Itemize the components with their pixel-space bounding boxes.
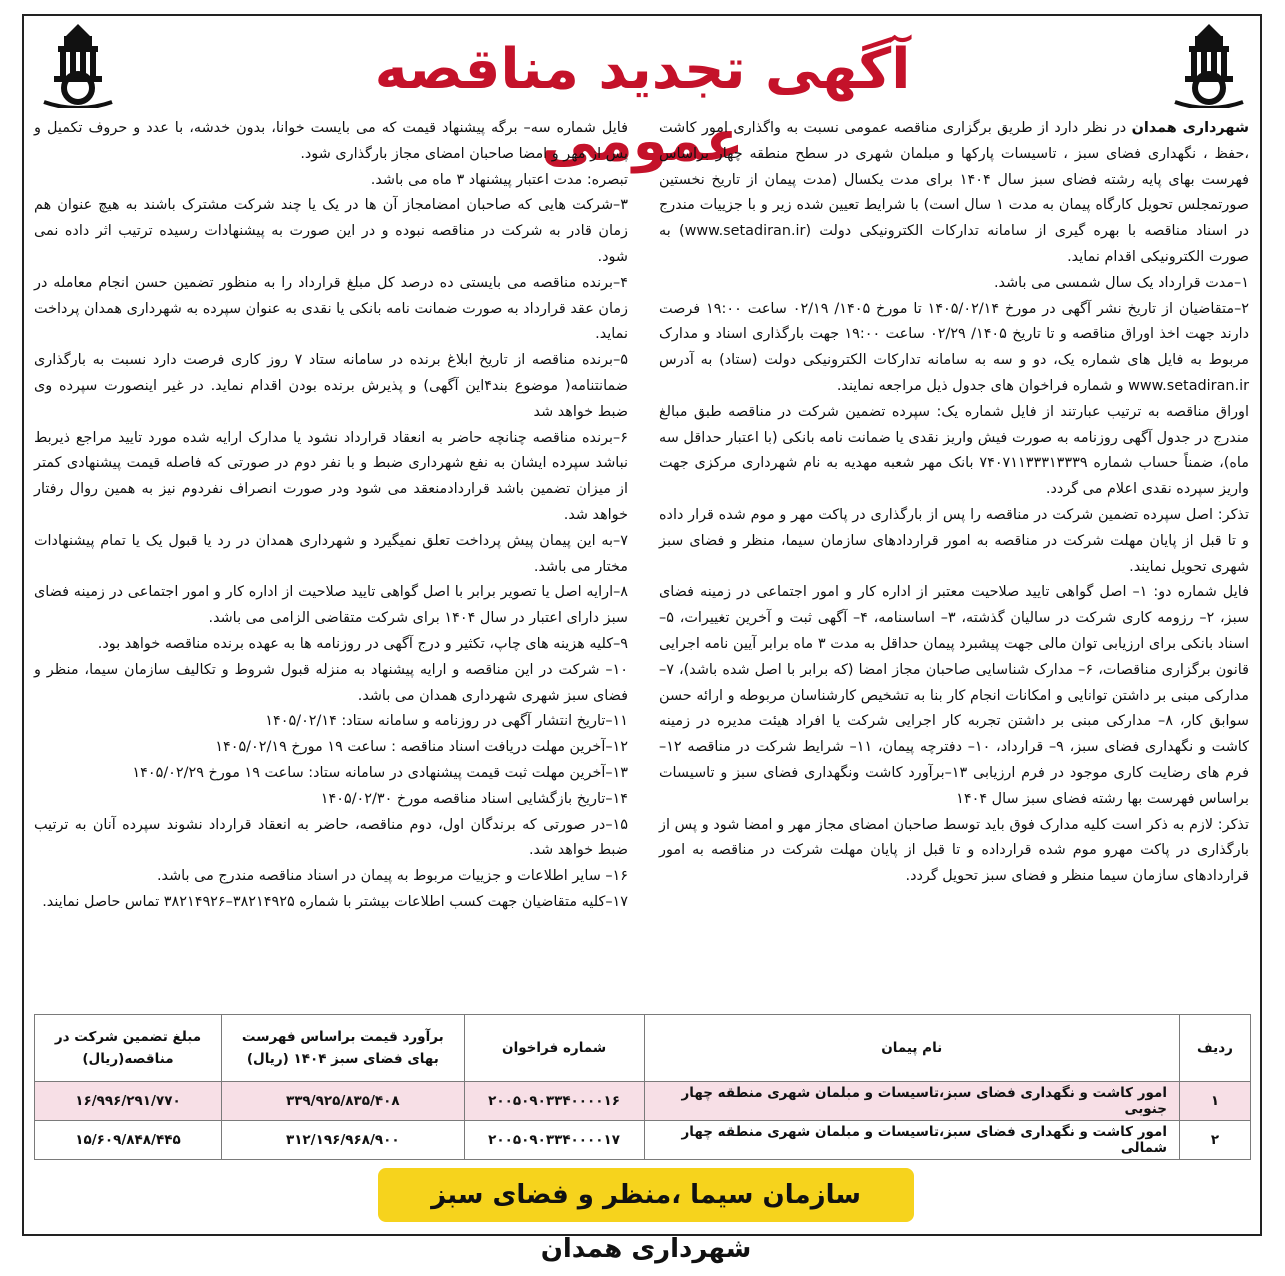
- row-number: ۱: [1179, 1082, 1250, 1121]
- paragraph: ۸–ارایه اصل یا تصویر برابر با اصل گواهی تایید صلاحیت از اداره کار و امور اجتماعی در زمینه فضای سبز دارای اعتبار در سال ۱۴۰۴ برای شرکت متقاضی الزامی می باشد.: [34, 584, 628, 627]
- paragraph: ۱۶– سایر اطلاعات و جزییات مربوط به پیمان در اسناد مناقصه مندرج می باشد.: [156, 868, 628, 885]
- paragraph: ۶–برنده مناقصه چنانچه حاضر به انعقاد قرارداد نشود یا مدارک ارایه شده مورد تایید مراجع ذیربط نباشد سپرده ایشان به نفع شهرداری ضبط و با نفر دوم در صورتی که فاصله قیمت پیشنهادی کمتر از میزان تضمین باشد قراردادمنعقد می شود ودر صورت انصراف نفردوم نیز به همین روال رفتار خواهد شد.: [34, 429, 628, 523]
- paragraph: ۹–کلیه هزینه های چاپ، تکثیر و درج آگهی در روزنامه ها به عهده برنده مناقصه خواهد بود.: [97, 635, 628, 652]
- paragraph: ۱۵–در صورتی که برندگان اول، دوم مناقصه، حاضر به انعقاد قرارداد نشوند سپرده آنان به ترتیب ضبط خواهد شد.: [34, 816, 628, 859]
- notice-title: آگهی تجدید مناقصه عمومی: [374, 37, 911, 174]
- paragraph: تبصره: مدت اعتبار پیشنهاد ۳ ماه می باشد.: [370, 171, 628, 188]
- paragraph: ۲–متقاضیان از تاریخ نشر آگهی در مورخ ۱۴۰۵/۰۲/۱۴ تا مورخ ۱۴۰۵/ ۰۲/۱۹ ساعت ۱۹:۰۰ فرصت دارند جهت اخذ اوراق مناقصه و تا تاریخ ۱۴۰۵/ ۰۲/۲۹ ساعت ۱۹:۰۰ جهت بارگذاری اسناد و مدارک مربوط به فایل های شماره یک، دو و سه به سامانه تدارکات الکترونیکی دولت (ستاد) به آدرس www.setadiran.ir و شماره فراخوان های جدول ذیل مراجعه نمایند.: [659, 300, 1250, 394]
- paragraph: ۴–برنده مناقصه می بایستی ده درصد کل مبلغ قرارداد را به منظور تضمین حسن انجام معامله در زمان عقد قرارداد به صورت ضمانت نامه بانکی یا نقدی به عنوان سپرده به شهرداری همدان پرداخت نماید.: [34, 274, 628, 343]
- paragraph: تذکر: اصل سپرده تضمین شرکت در مناقصه را پس از بارگذاری در پاکت مهر و موم شده قرار داده و تا قبل از پایان مهلت شرکت در مناقصه به امور قراردادهای سازمان سیما، منظر و فضای سبز شهری تحویل نمایند.: [659, 506, 1249, 575]
- municipality-logo-icon: [36, 22, 120, 108]
- header-call-number: شماره فراخوان: [464, 1015, 644, 1082]
- left-column: [34, 116, 628, 916]
- guarantee-amount: ۱۵/۶۰۹/۸۴۸/۴۴۵: [35, 1121, 222, 1160]
- guarantee-amount: ۱۶/۹۹۶/۲۹۱/۷۷۰: [35, 1082, 222, 1121]
- estimated-price: ۳۳۹/۹۲۵/۸۳۵/۴۰۸: [221, 1082, 464, 1121]
- tender-table: [34, 1014, 1251, 1160]
- header-guarantee-amount: مبلغ تضمین شرکت در مناقصه(ریال): [35, 1015, 222, 1082]
- call-number: ۲۰۰۵۰۹۰۳۳۴۰۰۰۰۱۶: [464, 1082, 644, 1121]
- table-header-row: [35, 1015, 1251, 1082]
- paragraph: ۷–به این پیمان پیش پرداخت تعلق نمیگیرد و شهرداری همدان در رد یا قبول یک یا تمام پیشنهادات مختار می باشد.: [34, 532, 628, 575]
- paragraph: ۱–مدت قرارداد یک سال شمسی می باشد.: [993, 274, 1249, 291]
- paragraph: ۱۳–آخرین مهلت ثبت قیمت پیشنهادی در سامانه ستاد: ساعت ۱۹ مورخ ۱۴۰۵/۰۲/۲۹: [132, 764, 628, 781]
- header-estimated-price: برآورد قیمت براساس فهرست بهای فضای سبز ۱۴۰۴ (ریال): [221, 1015, 464, 1082]
- paragraph: فایل شماره دو: ۱– اصل گواهی تایید صلاحیت معتبر از اداره کار و امور اجتماعی در زمینه فضای سبز، ۲– رزومه کاری شرکت در سالیان گذشته، ۳– اساسنامه، ۴– آگهی ثبت و آخرین تغییرات، ۵– اسناد بانکی برای ارزیابی توان مالی جهت پیشبرد پیمان حداقل به مدت ۳ ماه برابر آیین نامه اجرایی قانون برگزاری مناقصات، ۶– مدارک شناسایی صاحبان مجاز امضا (که برابر با اصل شده باشد)، ۷– مدارکی مبنی بر داشتن توانایی و امکانات انجام کار بنا به تشخیص کارشناسان مربوطه و ارائه حسن سوابق کار، ۸– مدارکی مبنی بر داشتن تجربه کار اجرایی شرکت یا افراد هیئت مدیره در زمینه کاشت و نگهداری فضای سبز، ۹– قرارداد، ۱۰– دفترچه پیمان، ۱۱– شرایط شرکت در مناقصه ۱۲–فرم های رضایت کاری موجود در فرم ارزیابی ۱۳–برآورد کاشت ونگهداری فضای سبز و تاسیسات براساس فهرست بها رشته فضای سبز سال ۱۴۰۴: [659, 584, 1250, 807]
- paragraph: تذکر: لازم به ذکر است کلیه مدارک فوق باید توسط صاحبان امضای مجاز مهر و امضا شود و پس از بارگذاری در پاکت مهرو موم شده قرارداده و تا قبل از پایان مهلت شرکت در مناقصه به امور قراردادهای سازمان سیما منظر و فضای سبز تحویل گردد.: [659, 816, 1249, 885]
- contract-name: امور کاشت و نگهداری فضای سبز،تاسیسات و مبلمان شهری منطقه چهار جنوبی: [644, 1082, 1179, 1121]
- estimated-price: ۳۱۲/۱۹۶/۹۶۸/۹۰۰: [221, 1121, 464, 1160]
- header-contract-name: نام پیمان: [644, 1015, 1179, 1082]
- paragraph: شهرداری همدان در نظر دارد از طریق برگزاری مناقصه عمومی نسبت به واگذاری امور کاشت ،حفظ ، نگهداری فضای سبز ، تاسیسات پارکها و مبلمان شهری در سطح منطقه چهار براساس فهرست بهای پایه رشته فضای سبز سال ۱۴۰۴ برای مدت یکسال (مدت پیمان از تاریخ نخستین صورتمجلس تحویل کارگاه پیمان به مدت ۱ سال است) با شرایط تعیین شده زیر و با جزییات مندرج در اسناد مناقصه با بهره گیری از سامانه تدارکات الکترونیکی دولت (www.setadiran.ir) به صورت الکترونیکی اقدام نماید.: [659, 120, 1250, 265]
- footer-banner: سازمان سیما ،منظر و فضای سبز شهرداری همدان: [378, 1168, 914, 1222]
- row-number: ۲: [1179, 1121, 1250, 1160]
- paragraph: فایل شماره سه– برگه پیشنهاد قیمت که می بایست خوانا، بدون خدشه، با عدد و حروف تکمیل و پس از مهر و امضا صاحبان امضای مجاز بارگذاری شود.: [34, 120, 628, 162]
- paragraph: اوراق مناقصه به ترتیب عبارتند از فایل شماره یک: سپرده تضمین شرکت در مناقصه طبق مبالغ مندرج در جدول آگهی روزنامه به صورت فیش واریز نقدی یا ضمانت نامه بانکی (با اعتبار حداقل سه ماه)، ضمناً حساب شماره ۷۴۰۷۱۱۳۳۳۱۳۳۳۹ بانک مهر شعبه مهدیه به نام شهرداری مرکزی جهت واریز سپرده نقدی اعلام می گردد.: [659, 403, 1249, 498]
- table-row: [35, 1121, 1251, 1160]
- right-column: [659, 116, 1249, 890]
- paragraph: ۱۲–آخرین مهلت دریافت اسناد مناقصه : ساعت ۱۹ مورخ ۱۴۰۵/۰۲/۱۹: [215, 739, 628, 756]
- paragraph: ۱۰– شرکت در این مناقصه و ارایه پیشنهاد به منزله قبول شروط و تکالیف سازمان سیما، منظر و فضای سبز شهری شهرداری همدان می باشد.: [34, 661, 628, 704]
- paragraph: ۵–برنده مناقصه از تاریخ ابلاغ برنده در سامانه ستاد ۷ روز کاری فرصت دارد نسبت به بارگذاری ضمانتنامه( موضوع بند۴این آگهی) و پذیرش برنده بودن اقدام نماید. در غیر اینصورت سپرده وی ضبط خواهد شد: [34, 352, 628, 420]
- contract-name: امور کاشت و نگهداری فضای سبز،تاسیسات و مبلمان شهری منطقه چهار شمالی: [644, 1121, 1179, 1160]
- table-row: [35, 1082, 1251, 1121]
- paragraph: ۳–شرکت هایی که صاحبان امضامجاز آن ها در یک یا چند شرکت مشترک باشند به هیچ عنوان هم زمان قادر به شرکت در مناقصه نبوده و در این صورت به پیشنهادات رسیده ترتیب اثر داده نمی شود.: [34, 197, 628, 265]
- paragraph: ۱۱–تاریخ انتشار آگهی در روزنامه و سامانه ستاد: ۱۴۰۵/۰۲/۱۴: [265, 713, 628, 730]
- municipality-logo-icon: [1167, 22, 1251, 108]
- paragraph: ۱۷–کلیه متقاضیان جهت کسب اطلاعات بیشتر با شماره ۳۸۲۱۴۹۲۵–۳۸۲۱۴۹۲۶ تماس حاصل نمایند.: [42, 893, 628, 910]
- paragraph: ۱۴–تاریخ بازگشایی اسناد مناقصه مورخ ۱۴۰۵/۰۲/۳۰: [320, 790, 628, 807]
- call-number: ۲۰۰۵۰۹۰۳۳۴۰۰۰۰۱۷: [464, 1121, 644, 1160]
- header-row-number: ردیف: [1179, 1015, 1250, 1082]
